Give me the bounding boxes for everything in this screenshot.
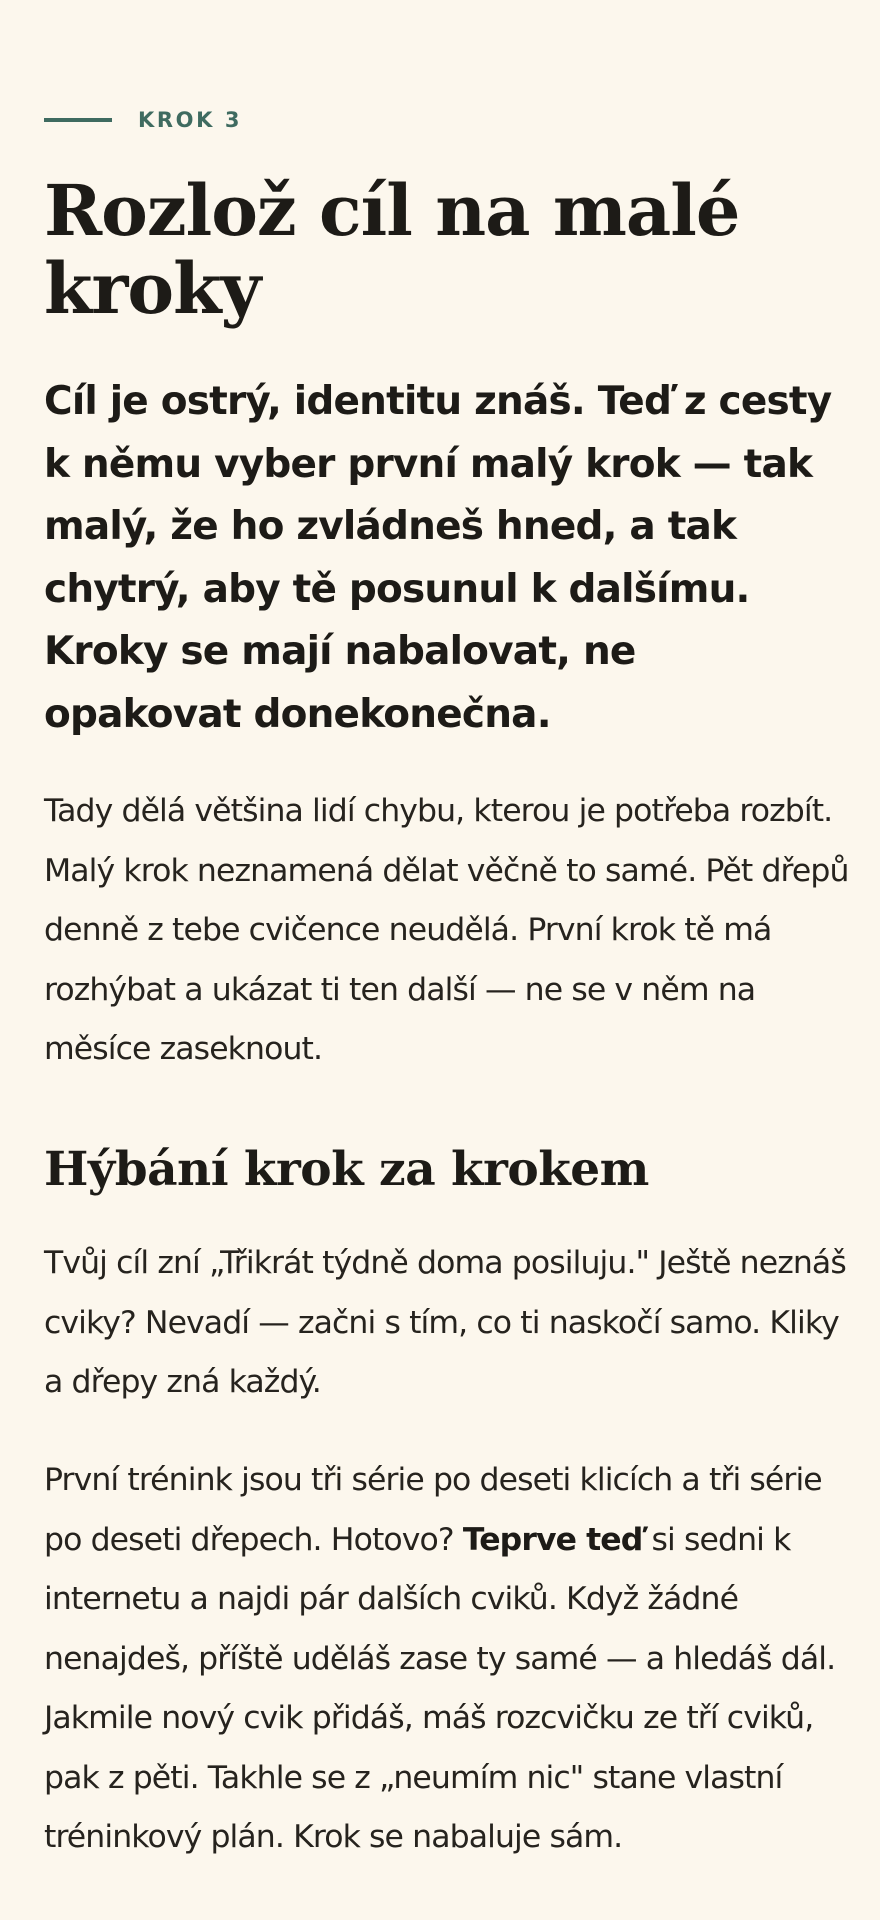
paragraph-3-text-start: První trénink jsou tři série po deseti klicích a tři série po deseti dřepech. Hotovo? xyxy=(44,1462,822,1558)
body-paragraph-1: Tady dělá většina lidí chybu, kterou je potřeba rozbít. Malý krok neznamená dělat věčně to samé. Pět dřepů denně z tebe cvičence neudělá. První krok tě má rozhýbat a ukázat ti ten další — ne se v něm na měsíce zaseknout. xyxy=(44,793,849,1067)
lead-paragraph: Cíl je ostrý, identitu znáš. Teď z cesty k němu vyber první malý krok — tak malý, že ho zvládneš hned, a tak chytrý, aby tě posunul k dalšímu. Kroky se mají nabalovat, ne opakovat donekonečna. xyxy=(44,379,832,737)
body-paragraph-2: Tvůj cíl zní „Třikrát týdně doma posiluju." Ještě neznáš cviky? Nevadí — začni s tím, co ti naskočí samo. Kliky a dřepy zná každý. xyxy=(44,1245,846,1400)
paragraph-3-emphasis: Teprve teď xyxy=(462,1521,643,1558)
page-title: Rozlož cíl na malé kroky xyxy=(44,169,740,330)
eyebrow-divider-line xyxy=(44,118,112,122)
step-label: KROK 3 xyxy=(138,108,243,132)
section-title: Hýbání krok za krokem xyxy=(44,1142,649,1197)
body-paragraph-3 xyxy=(44,1451,850,1868)
paragraph-3-text-end: si sedni k internetu a najdi pár dalších cviků. Když žádné nenajdeš, příště uděláš zase ty samé — a hledáš dál. Jakmile nový cvik přidáš, máš rozcvičku ze tří cviků, pak z pěti. Takhle se z „neumím nic" stane vlastní tréninkový plán. Krok se nabaluje sám. xyxy=(44,1521,836,1855)
step-eyebrow xyxy=(44,104,242,136)
